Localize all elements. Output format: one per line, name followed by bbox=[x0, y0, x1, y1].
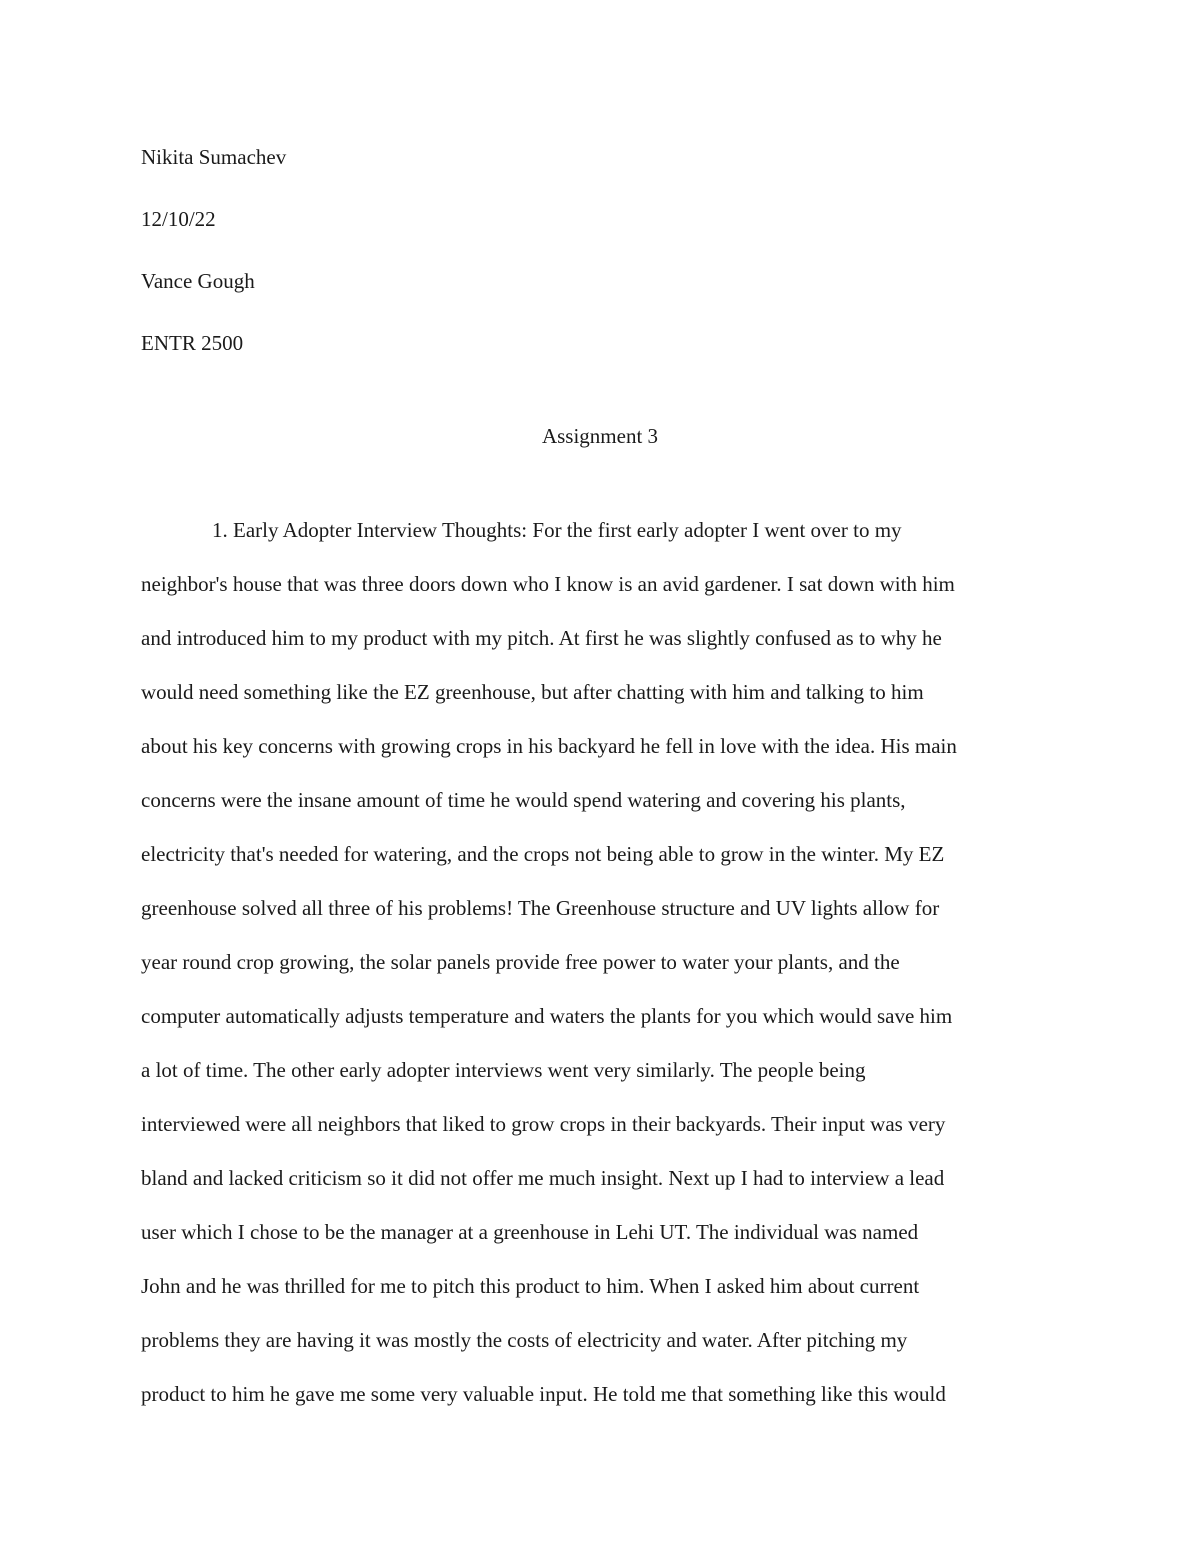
body-line: greenhouse solved all three of his problems! The Greenhouse structure and UV lights allow for bbox=[141, 896, 940, 920]
body-line: problems they are having it was mostly the costs of electricity and water. After pitching my bbox=[141, 1328, 908, 1352]
author-name: Nikita Sumachev bbox=[141, 145, 287, 169]
document-title: Assignment 3 bbox=[541, 424, 659, 448]
body-line: electricity that's needed for watering, and the crops not being able to grow in the winter. My EZ bbox=[141, 842, 945, 866]
body-line: year round crop growing, the solar panels provide free power to water your plants, and the bbox=[141, 950, 900, 974]
body-line: bland and lacked criticism so it did not offer me much insight. Next up I had to interview a lead bbox=[141, 1166, 945, 1190]
body-line: user which I chose to be the manager at a greenhouse in Lehi UT. The individual was named bbox=[141, 1220, 919, 1244]
instructor-name: Vance Gough bbox=[141, 269, 255, 293]
body-line: product to him he gave me some very valuable input. He told me that something like this would bbox=[141, 1382, 946, 1406]
body-line: and introduced him to my product with my pitch. At first he was slightly confused as to why he bbox=[141, 626, 942, 650]
body-line: neighbor's house that was three doors down who I know is an avid gardener. I sat down with him bbox=[141, 572, 955, 596]
document-date: 12/10/22 bbox=[141, 207, 216, 231]
body-line: a lot of time. The other early adopter interviews went very similarly. The people being bbox=[141, 1058, 866, 1082]
body-line: computer automatically adjusts temperature and waters the plants for you which would save him bbox=[141, 1004, 953, 1028]
body-line: concerns were the insane amount of time he would spend watering and covering his plants, bbox=[141, 788, 906, 812]
body-line: 1. Early Adopter Interview Thoughts: For the first early adopter I went over to my bbox=[212, 518, 902, 542]
body-line: interviewed were all neighbors that liked to grow crops in their backyards. Their input was very bbox=[141, 1112, 946, 1136]
body-line: would need something like the EZ greenhouse, but after chatting with him and talking to him bbox=[141, 680, 924, 704]
course-code: ENTR 2500 bbox=[141, 331, 244, 355]
body-line: John and he was thrilled for me to pitch this product to him. When I asked him about current bbox=[141, 1274, 920, 1298]
body-line: about his key concerns with growing crops in his backyard he fell in love with the idea. His main bbox=[141, 734, 957, 758]
